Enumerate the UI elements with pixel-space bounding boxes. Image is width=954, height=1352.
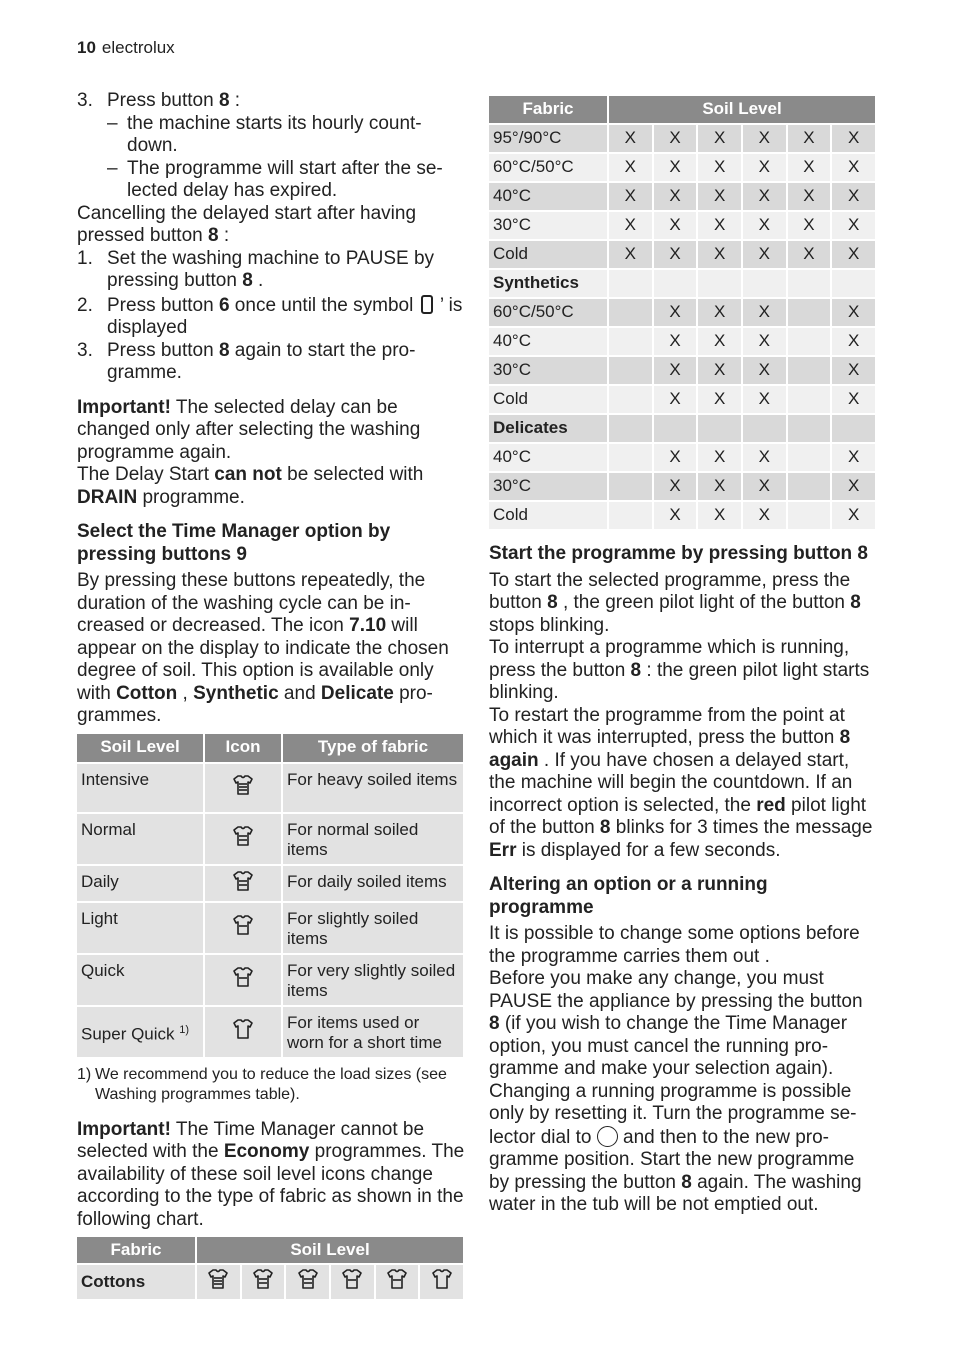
button-ref: 8 [218, 90, 230, 111]
soil-level-mark: X [832, 183, 875, 210]
soil-level-mark [832, 270, 875, 297]
soil-level-mark: X [654, 299, 697, 326]
table-row [489, 125, 875, 152]
table-row [489, 299, 875, 326]
text: programme. [137, 486, 245, 508]
text: (if you wish to change the Time Manager option, you must cancel the running pro-gramme and make your selection again). [489, 1013, 848, 1079]
soil-level-mark: X [832, 241, 875, 268]
dash-marker: – [107, 112, 118, 134]
text: Changing a running programme is possible only by resetting it. Turn the programme se-lector dial to [489, 1080, 857, 1148]
delay-start-note [77, 464, 465, 509]
soil-level-mark [609, 386, 652, 413]
text-bold: DRAIN [77, 486, 138, 508]
soil-level-mark: X [832, 328, 875, 355]
soil-level-mark [698, 415, 741, 442]
table-row [489, 328, 875, 355]
soil-level-mark: X [832, 502, 875, 529]
text: stops blinking. [489, 614, 610, 636]
fabric-temp-label: Cold [489, 502, 607, 529]
text: . If you have chosen a delayed start, the machine will begin the countdown. If an incorrect option is selected, the [489, 749, 853, 816]
fabric-temp-label: 95°/90°C [489, 125, 607, 152]
text: pilot light of the button [489, 794, 867, 838]
restart-paragraph [489, 705, 877, 863]
text-bold: can not [214, 464, 282, 485]
fabric-temp-label: 30°C [489, 212, 607, 239]
soil-level-mark: X [832, 125, 875, 152]
soil-level-mark: X [654, 154, 697, 181]
text-bold: red [756, 794, 786, 816]
soil-level-mark: X [654, 241, 697, 268]
fabric-type-cell: For very slightly soiled items [283, 955, 463, 1005]
column-header: Fabric [489, 96, 607, 123]
soil-level-mark: X [698, 473, 741, 500]
button-ref: 8 [630, 659, 642, 681]
fabric-temp-label: Synthetics [489, 270, 607, 297]
soil-level-mark [788, 386, 831, 413]
text: Before you make any change, you must PAUSE the appliance by pressing the button [489, 968, 863, 1012]
cancel-step-2 [77, 295, 465, 340]
cancel-step-1 [77, 248, 465, 293]
text: : [218, 225, 230, 246]
soil-level-mark [609, 299, 652, 326]
shirt-daily-icon [205, 866, 281, 901]
text-bold: Delicate [320, 682, 394, 704]
soil-level-mark: X [698, 299, 741, 326]
soil-level-mark [788, 299, 831, 326]
text: : the green pilot light starts blinking. [489, 659, 870, 703]
soil-level-mark [788, 444, 831, 471]
soil-level-mark: X [743, 212, 786, 239]
column-header: Icon [205, 734, 281, 762]
alter-paragraph-3 [489, 1081, 877, 1217]
alter-paragraph-2 [489, 968, 877, 1081]
soil-level-mark: X [609, 212, 652, 239]
text: , [177, 682, 194, 704]
soil-level-mark: X [654, 328, 697, 355]
fabric-type-cell: For heavy soiled items [283, 764, 463, 812]
table-row [489, 386, 875, 413]
dash-text: the machine starts its hourly count-down. [127, 112, 422, 156]
table-row [489, 444, 875, 471]
table-row [489, 241, 875, 268]
footnote [77, 1065, 465, 1105]
button-ref: 6 [218, 294, 230, 316]
soil-level-mark [654, 415, 697, 442]
fabric-temp-label: Delicates [489, 415, 607, 442]
text: The Delay Start [77, 464, 215, 485]
left-column [77, 90, 465, 1301]
soil-level-mark: X [654, 444, 697, 471]
table-row [77, 1265, 463, 1299]
text: The selected delay can be changed only after selecting the washing programme again. [77, 396, 421, 463]
dash-item-1 [77, 113, 465, 158]
dash-item-2 [77, 158, 465, 203]
column-header: Fabric [77, 1237, 195, 1263]
text: once until the symbol [229, 294, 414, 316]
interrupt-paragraph [489, 637, 877, 705]
soil-level-mark [832, 415, 875, 442]
soil-level-mark [743, 270, 786, 297]
brand-name: electrolux [101, 38, 175, 57]
soil-level-mark: X [698, 212, 741, 239]
button-ref: 8 [218, 339, 230, 361]
list-number: 2. [77, 294, 93, 316]
soil-level-mark [743, 415, 786, 442]
button-ref: 8 [489, 1013, 500, 1034]
soil-level-mark [788, 415, 831, 442]
button-ref: 8 [599, 817, 611, 838]
table-row [489, 473, 875, 500]
soil-level-mark: X [609, 125, 652, 152]
dash-text: The programme will start after the se-lected delay has expired. [127, 157, 443, 201]
fabric-temp-label: 40°C [489, 183, 607, 210]
shirt-light-icon [205, 903, 281, 953]
soil-level-mark: X [743, 241, 786, 268]
soil-level-mark: X [743, 386, 786, 413]
text-bold: 7.10 [349, 615, 387, 636]
soil-level-mark: X [743, 502, 786, 529]
table-row [77, 903, 463, 953]
table-row [489, 183, 875, 210]
shirt-normal-icon [242, 1265, 285, 1299]
table-row [489, 212, 875, 239]
soil-level-cell: Normal [77, 814, 203, 864]
text: will appear on the display to indicate the chosen degree of soil. This option is available only with [77, 615, 449, 704]
fabric-temp-label: 30°C [489, 473, 607, 500]
fabric-type-cell: For slightly soiled items [283, 903, 463, 953]
text: Super Quick [81, 1024, 180, 1044]
table-row [489, 502, 875, 529]
fabric-temp-label: 60°C/50°C [489, 299, 607, 326]
text: To start the selected programme, press the button [489, 569, 851, 613]
soil-level-mark: X [832, 386, 875, 413]
text: again. The washing water in the tub will be not emptied out. [489, 1171, 862, 1215]
text: and then to the new pro-gramme position. Start the new programme by pressing the button [489, 1126, 855, 1193]
alter-heading: Altering an option or a running programme [489, 874, 768, 918]
soil-level-mark: X [698, 328, 741, 355]
soil-level-mark: X [698, 386, 741, 413]
soil-level-cell [77, 1007, 203, 1057]
text: and [278, 682, 321, 704]
soil-level-mark: X [832, 473, 875, 500]
fabric-temp-label: Cold [489, 241, 607, 268]
soil-level-mark [654, 270, 697, 297]
shirt-daily-icon [286, 1265, 329, 1299]
soil-level-mark: X [832, 444, 875, 471]
button-ref: 8 [547, 592, 558, 613]
fabric-temp-label: 40°C [489, 444, 607, 471]
cancel-intro [77, 203, 465, 248]
button-ref: 8 [850, 592, 861, 613]
page-header [77, 37, 175, 60]
shirt-super-quick-icon [205, 1007, 281, 1057]
soil-level-mark: X [609, 154, 652, 181]
fabric-soil-grid [487, 94, 877, 531]
text: ’ is displayed [107, 294, 463, 338]
text: be selected with [281, 464, 424, 485]
fabric-type-cell: For items used or worn for a short time [283, 1007, 463, 1057]
soil-level-mark: X [743, 328, 786, 355]
soil-level-mark: X [832, 154, 875, 181]
text: Cancelling the delayed start after having pressed button [77, 202, 417, 246]
cancel-step-3 [77, 340, 465, 385]
soil-level-table [75, 732, 465, 1059]
soil-level-mark: X [832, 299, 875, 326]
list-number: 1. [77, 247, 93, 269]
soil-level-cell: Quick [77, 955, 203, 1005]
soil-level-mark: X [654, 212, 697, 239]
soil-level-mark: X [743, 473, 786, 500]
important-note-time-manager [77, 1119, 465, 1232]
soil-level-mark: X [698, 241, 741, 268]
text-bold: Synthetic [193, 682, 279, 704]
text: blinks for 3 times the message [610, 817, 873, 838]
soil-level-mark: X [609, 183, 652, 210]
soil-level-mark: X [788, 125, 831, 152]
soil-level-mark: X [698, 125, 741, 152]
shirt-intensive-icon [197, 1265, 240, 1299]
off-dial-icon [597, 1126, 618, 1147]
button-ref: 8 [207, 225, 219, 246]
zero-symbol-icon [421, 295, 433, 314]
soil-level-mark: X [743, 299, 786, 326]
column-header: Soil Level [77, 734, 203, 762]
table-header-row [77, 734, 463, 762]
soil-level-mark [609, 328, 652, 355]
table-row [489, 270, 875, 297]
start-paragraph [489, 570, 877, 638]
column-header: Type of fabric [283, 734, 463, 762]
grid-body [489, 125, 875, 529]
step-text: : [229, 90, 241, 111]
soil-level-cell: Light [77, 903, 203, 953]
text: The Time Manager cannot be selected with the [77, 1118, 425, 1162]
shirt-normal-icon [205, 814, 281, 864]
soil-level-mark: X [788, 183, 831, 210]
soil-level-mark [788, 270, 831, 297]
text: To interrupt a programme which is running, press the button [489, 637, 850, 681]
text: Press button [107, 339, 219, 361]
soil-level-mark: X [743, 125, 786, 152]
soil-level-mark: X [654, 473, 697, 500]
soil-level-cell: Daily [77, 866, 203, 901]
soil-level-mark: X [788, 241, 831, 268]
soil-level-mark [609, 415, 652, 442]
text-bold: Economy [223, 1141, 310, 1162]
text: Set the washing machine to PAUSE by pressing button [107, 247, 435, 291]
soil-level-mark [609, 502, 652, 529]
table-row [489, 154, 875, 181]
step-3-press [77, 90, 465, 113]
soil-level-mark [609, 473, 652, 500]
soil-level-cell: Intensive [77, 764, 203, 812]
soil-level-mark: X [832, 212, 875, 239]
footnote-number: 1) [77, 1065, 92, 1083]
soil-level-mark: X [654, 357, 697, 384]
button-ref: 8 [681, 1171, 692, 1193]
soil-level-mark: X [654, 125, 697, 152]
soil-level-mark: X [698, 444, 741, 471]
text: To restart the programme from the point at which it was interrupted, press the button [489, 704, 845, 748]
table-header-row [77, 1237, 463, 1263]
column-header: Soil Level [197, 1237, 463, 1263]
soil-level-mark [609, 270, 652, 297]
fabric-temp-label: 30°C [489, 357, 607, 384]
start-heading: Start the programme by pressing button 8 [489, 543, 868, 564]
soil-level-mark [609, 357, 652, 384]
time-manager-paragraph [77, 570, 465, 728]
fabric-temp-label: 60°C/50°C [489, 154, 607, 181]
text-bold: Err [489, 839, 517, 861]
soil-level-mark [609, 444, 652, 471]
text: Press button [107, 294, 219, 316]
soil-level-mark: X [743, 444, 786, 471]
button-ref: 8 again [489, 727, 851, 771]
text: is displayed for a few seconds. [516, 839, 781, 861]
alter-paragraph-1: It is possible to change some options before the programme carries them out . [489, 923, 860, 967]
fabric-label: Cottons [77, 1265, 195, 1299]
soil-level-mark: X [743, 183, 786, 210]
soil-level-mark [788, 502, 831, 529]
fabric-temp-label: Cold [489, 386, 607, 413]
soil-level-mark: X [743, 154, 786, 181]
fabric-type-cell: For daily soiled items [283, 866, 463, 901]
footnote-ref: 1) [179, 1024, 190, 1037]
step-text: Press button [107, 90, 219, 111]
page-number: 10 [77, 38, 96, 57]
soil-level-mark: X [788, 154, 831, 181]
important-label: Important! [77, 396, 171, 418]
table-row [77, 764, 463, 812]
footnote-text: We recommend you to reduce the load sizes (see Washing programmes table). [95, 1065, 447, 1103]
table-row [77, 1007, 463, 1057]
important-note-delay [77, 397, 465, 465]
fabric-type-cell: For normal soiled items [283, 814, 463, 864]
soil-level-mark: X [654, 502, 697, 529]
table-row [77, 814, 463, 864]
list-number: 3. [77, 339, 93, 361]
text: pro-grammes. [77, 682, 433, 726]
table-header-row [489, 96, 875, 123]
time-manager-heading: Select the Time Manager option by pressing buttons 9 [77, 521, 391, 565]
shirt-intensive-icon [205, 764, 281, 812]
soil-level-mark: X [654, 183, 697, 210]
soil-level-mark: X [698, 183, 741, 210]
important-label: Important! [77, 1118, 171, 1140]
soil-level-mark: X [788, 212, 831, 239]
shirt-quick-icon [205, 955, 281, 1005]
soil-level-mark: X [698, 502, 741, 529]
soil-level-mark [788, 328, 831, 355]
button-ref: 8 [242, 270, 253, 291]
shirt-super-quick-icon [420, 1265, 463, 1299]
right-column [489, 96, 877, 1217]
soil-level-mark: X [698, 154, 741, 181]
soil-level-mark: X [743, 357, 786, 384]
table-row [77, 955, 463, 1005]
shirt-light-icon [331, 1265, 374, 1299]
list-number: 3. [77, 90, 93, 111]
text: By pressing these buttons repeatedly, the duration of the washing cycle can be in-creased or decreased. The icon [77, 570, 426, 636]
text: . [252, 270, 264, 291]
soil-level-mark: X [609, 241, 652, 268]
shirt-quick-icon [376, 1265, 419, 1299]
soil-level-mark [788, 357, 831, 384]
dash-marker: – [107, 157, 118, 179]
text: , the green pilot light of the button [557, 592, 851, 613]
text: again to start the pro-gramme. [107, 339, 416, 383]
text: programmes. The availability of these soil level icons change according to the type of fabric as shown in the following chart. [77, 1141, 465, 1230]
column-header: Soil Level [609, 96, 875, 123]
soil-level-mark: X [832, 357, 875, 384]
table-row [489, 357, 875, 384]
text-bold: Cotton [116, 682, 178, 704]
soil-level-mark: X [654, 386, 697, 413]
soil-level-mark [788, 473, 831, 500]
table-row [489, 415, 875, 442]
cottons-soil-table [75, 1235, 465, 1301]
fabric-temp-label: 40°C [489, 328, 607, 355]
table-row [77, 866, 463, 901]
soil-level-mark [698, 270, 741, 297]
soil-level-mark: X [698, 357, 741, 384]
